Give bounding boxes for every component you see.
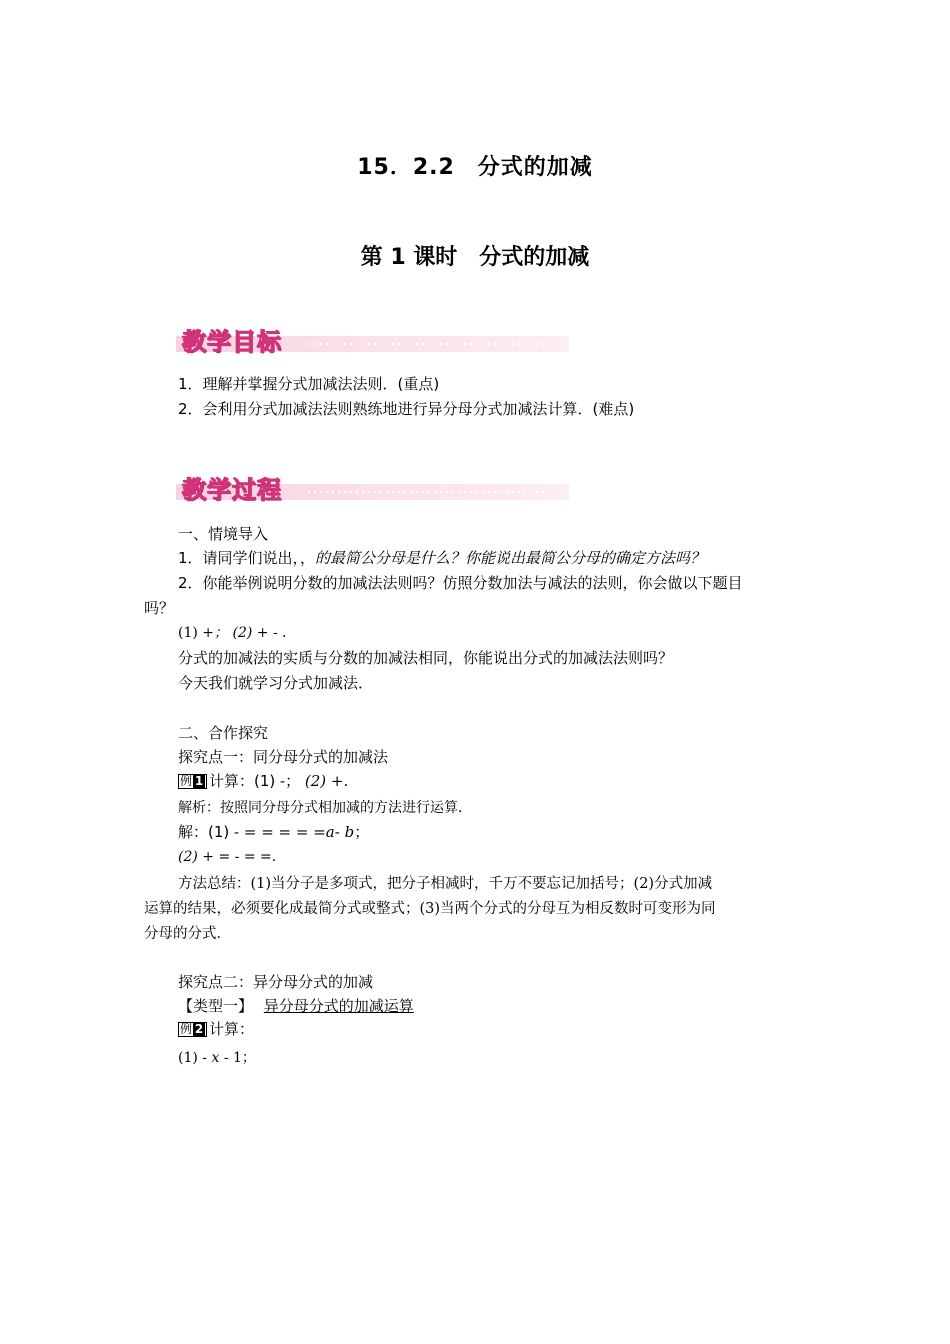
exercise-part-c: (2) [232, 625, 253, 641]
exploration-point-1: 探究点一：同分母分式的加减法 [178, 748, 389, 766]
paragraph-1: 分式的加减法的实质与分数的加减法相同，你能说出分式的加减法法则吗？ [178, 649, 674, 667]
type-1-bracket: 【类型一】 [178, 997, 254, 1015]
process-banner-label: 教学过程 [182, 476, 282, 504]
question-2-line-2: 吗？ [144, 599, 175, 617]
example-2 [178, 1019, 254, 1039]
banner-dots [306, 343, 561, 345]
example-1-text: 计算：(1) [209, 772, 276, 790]
exploration-point-2: 探究点二：异分母分式的加减 [178, 973, 374, 991]
banner-dots [306, 491, 561, 493]
goal-item-2: 2．会利用分式加减法法则熟练地进行异分母分式加减法计算．(难点) [178, 400, 635, 418]
example-badge-text: 例 [180, 1022, 193, 1036]
process-banner [176, 470, 569, 504]
section-title: 15．2.2 分式的加减 [357, 155, 593, 180]
question-2-line-1: 2．你能举例说明分数的加减法法则吗？仿照分数加法与减法的法则，你会做以下题目 [178, 574, 743, 592]
solution-2: (2) + = - = =. [178, 849, 277, 865]
example-badge-text: 例 [180, 774, 193, 788]
part1-heading: 一、情境导入 [178, 525, 269, 543]
part2-heading: 二、合作探究 [178, 724, 269, 742]
goals-banner [176, 322, 569, 356]
example-2-badge [178, 1022, 207, 1037]
example-2-text: 计算： [209, 1020, 255, 1038]
example-2-item-1-minus: - [202, 1050, 208, 1066]
question-1 [178, 548, 705, 568]
solution-1-minus: - [334, 823, 345, 841]
exercise-part-d: + - ． [256, 625, 297, 641]
example-2-item-1-rest: - 1； [223, 1050, 256, 1066]
lesson-title: 第 1 课时 分式的加减 [360, 245, 590, 270]
solution-1 [178, 822, 369, 842]
type-1-title: 异分母分式的加减运算 [263, 997, 414, 1015]
example-1-rest-a: -； [280, 772, 301, 790]
goals-banner-label: 教学目标 [182, 328, 282, 356]
method-summary-line-2: 运算的结果，必须要化成最简分式或整式；(3)当两个分式的分母互为相反数时可变形为同 [144, 901, 716, 917]
example-1 [178, 771, 348, 791]
exercise-part-a: (1) [178, 625, 198, 641]
solution-1-end: ； [354, 823, 370, 841]
example-2-item-1 [178, 1048, 256, 1068]
example-1-rest-b: (2) +. [304, 772, 349, 790]
question-2-exercise [178, 623, 296, 643]
method-summary-line-3: 分母的分式． [144, 926, 231, 942]
example-1-badge [178, 774, 207, 789]
solution-1-label: 解：(1) [178, 823, 230, 841]
type-1-heading [178, 996, 414, 1016]
question-1-italic: 的最简公分母是什么？你能说出最简公分母的确定方法吗？ [315, 549, 706, 567]
example-2-item-1-label: (1) [178, 1050, 198, 1066]
paragraph-2: 今天我们就学习分式加减法． [178, 674, 374, 692]
example-badge-number: 2 [194, 1022, 204, 1036]
analysis: 解析：按照同分母分式相加减的方法进行运算． [178, 800, 472, 816]
exercise-part-b: +； [202, 625, 229, 641]
example-2-item-1-var: x [211, 1050, 220, 1066]
method-summary-line-1: 方法总结：(1)当分子是多项式，把分子相减时，千万不要忘记加括号；(2)分式加减 [178, 876, 713, 892]
solution-1-var-b: b [344, 823, 355, 841]
example-badge-number: 1 [194, 774, 204, 788]
question-1-plain: 1．请同学们说出，， [178, 549, 316, 567]
goal-item-1: 1．理解并掌握分式加减法法则．(重点) [178, 375, 440, 393]
solution-1-steps: - = = = = = [234, 823, 326, 841]
solution-1-var-a: a [325, 823, 335, 841]
